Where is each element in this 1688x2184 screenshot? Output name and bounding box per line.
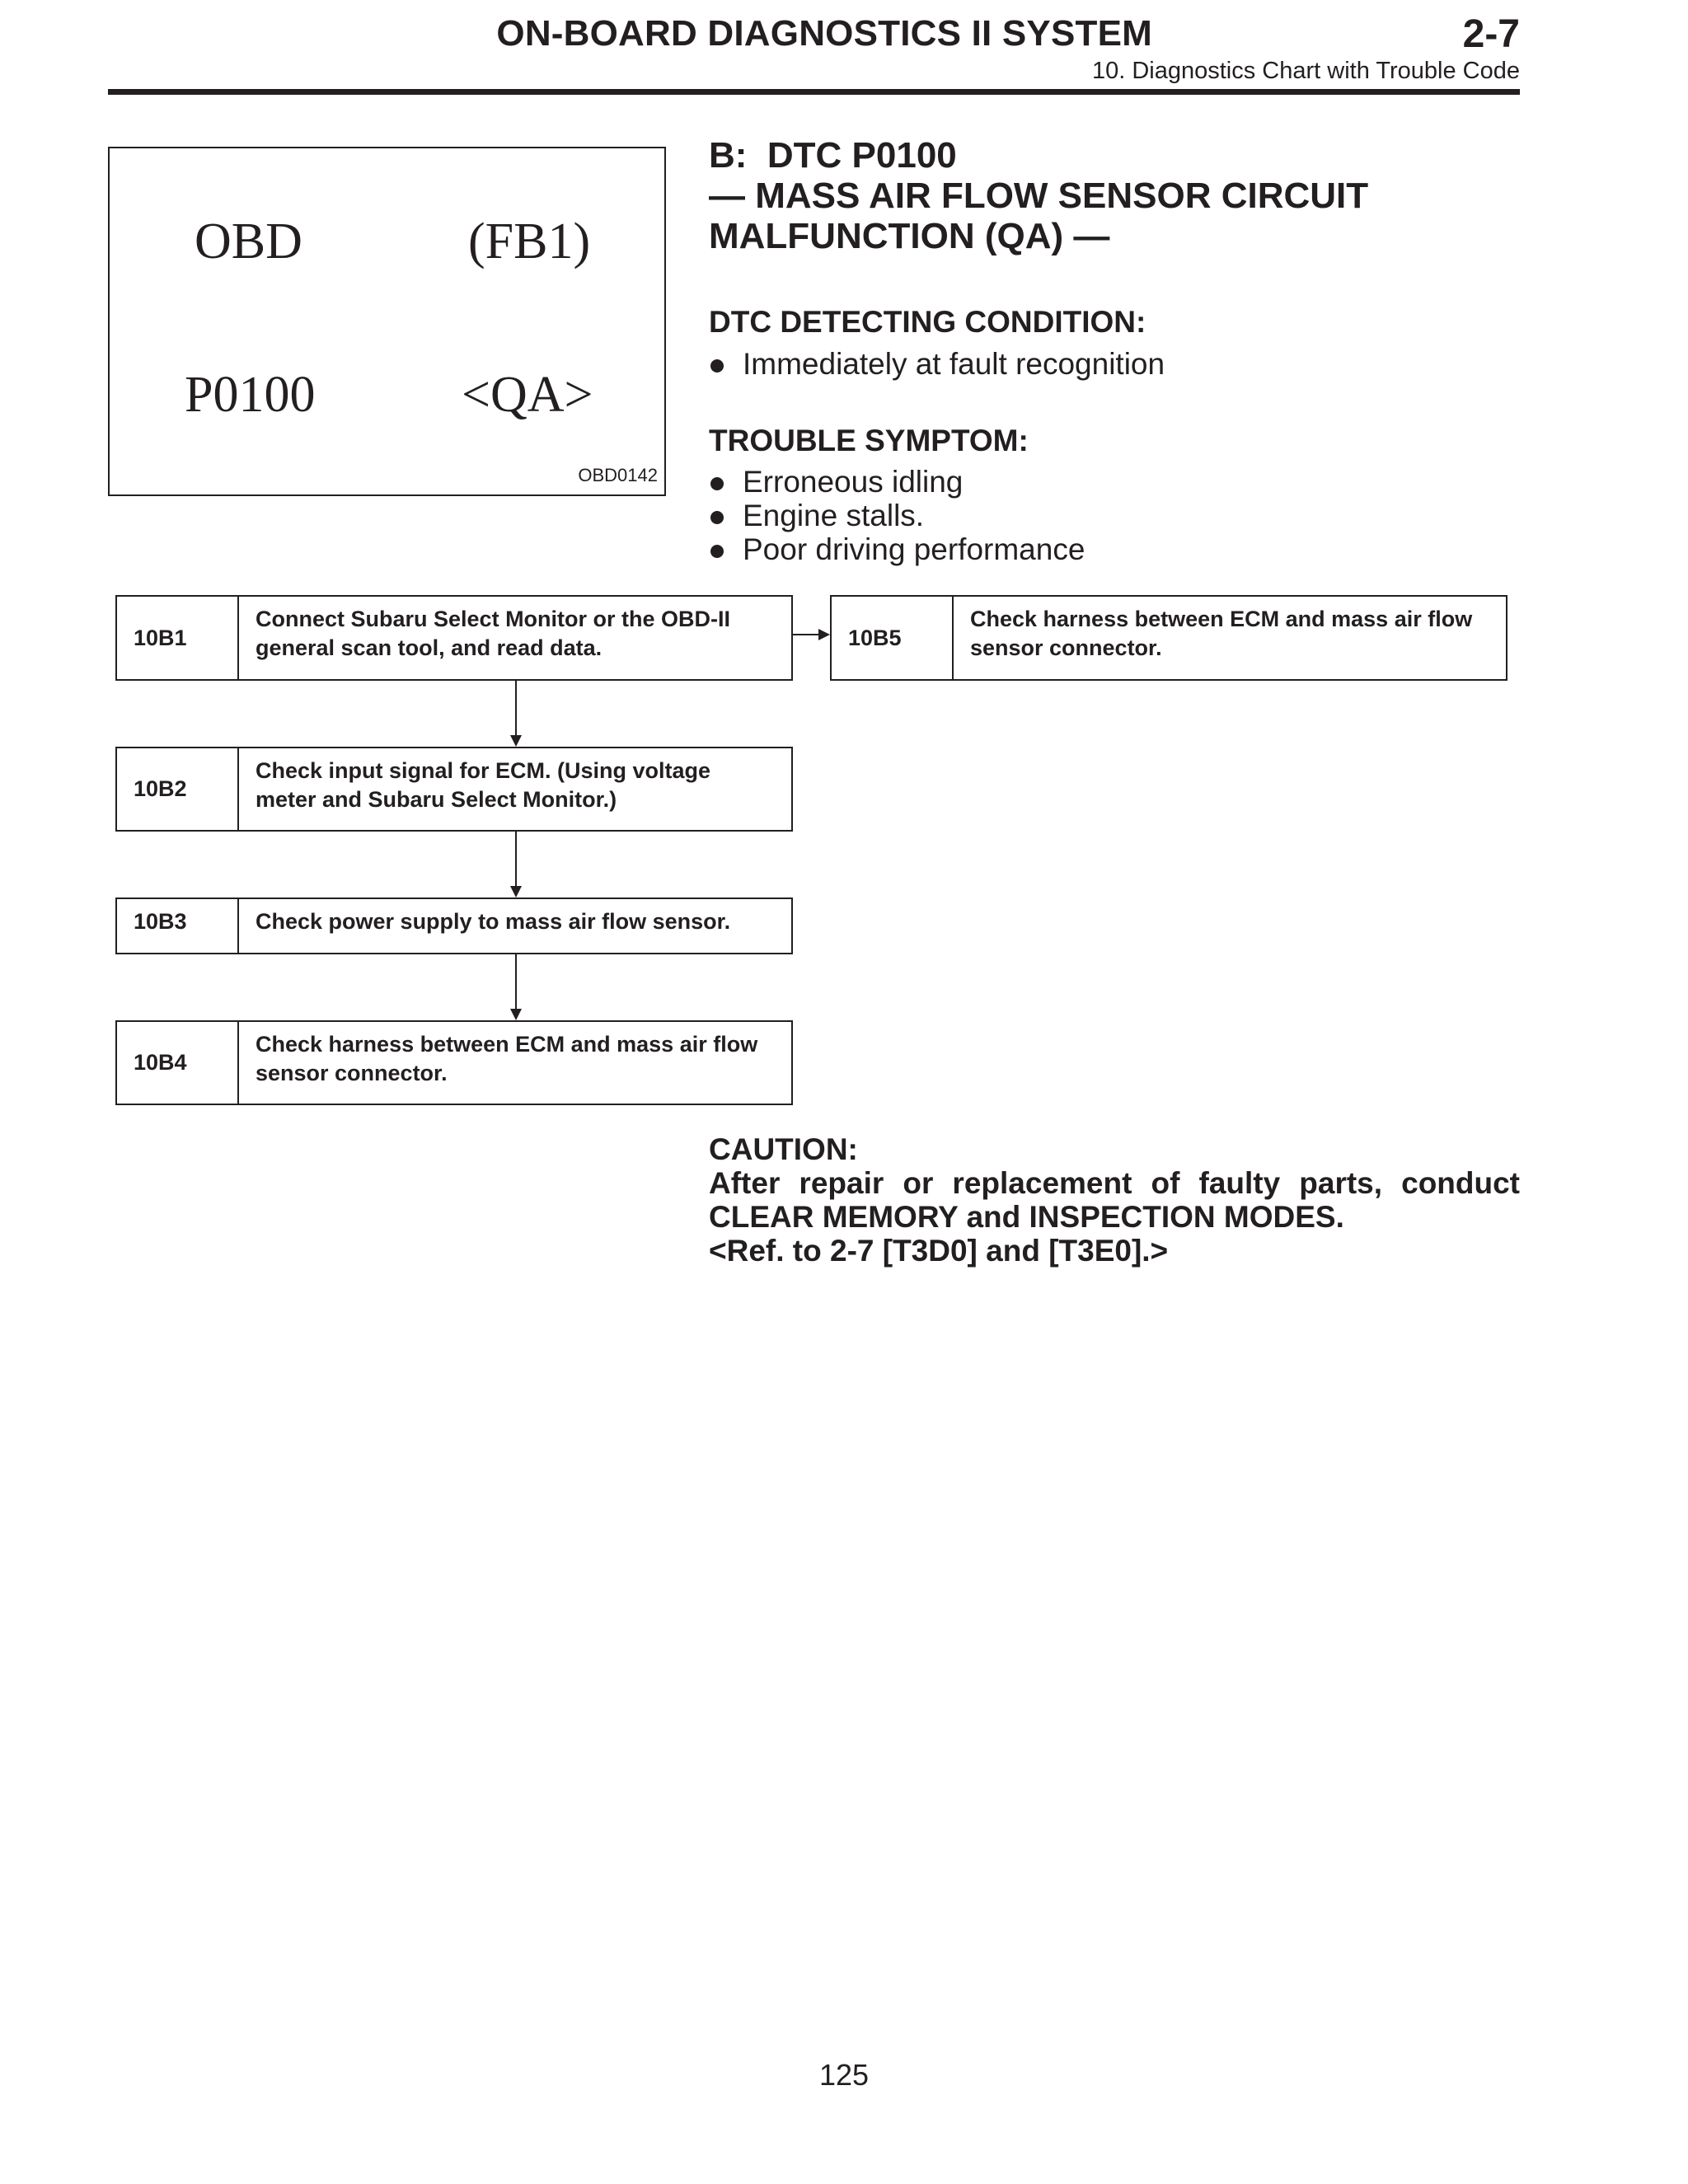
list-item: Erroneous idling (709, 465, 1085, 499)
caution-heading: CAUTION: (709, 1132, 858, 1166)
arrowhead-icon (818, 629, 830, 640)
detecting-condition-heading: DTC DETECTING CONDITION: (709, 305, 1146, 339)
obd-display-bottom-right: <QA> (462, 367, 593, 423)
flowchart-step-10b4 (115, 1020, 793, 1105)
dtc-heading-line3: MALFUNCTION (QA) — (709, 216, 1110, 256)
list-item: Engine stalls. (709, 499, 1085, 532)
obd-display-top-right: (FB1) (468, 213, 591, 269)
page-header-subtitle: 10. Diagnostics Chart with Trouble Code (1091, 58, 1520, 84)
figure-id: OBD0142 (578, 465, 658, 485)
obd-display-bottom-left: P0100 (185, 367, 316, 423)
caution-line2: CLEAR MEMORY and INSPECTION MODES. (709, 1200, 1344, 1234)
trouble-symptom-heading: TROUBLE SYMPTOM: (709, 424, 1029, 457)
arrowhead-icon (510, 1009, 522, 1020)
page-number: 125 (818, 2058, 870, 2092)
dtc-heading-line2: — MASS AIR FLOW SENSOR CIRCUIT (709, 176, 1369, 216)
step-code: 10B4 (117, 1022, 239, 1104)
arrowhead-icon (510, 886, 522, 898)
page-header-title: ON-BOARD DIAGNOSTICS II SYSTEM (496, 13, 1152, 54)
flowchart-step-10b5 (830, 595, 1507, 681)
list-item: Immediately at fault recognition (709, 347, 1165, 381)
section-number: 2-7 (1462, 12, 1520, 56)
caution-line1: After repair or replacement of faulty parts, conduct (709, 1166, 1520, 1200)
caution-line3: <Ref. to 2-7 [T3D0] and [T3E0].> (709, 1234, 1169, 1268)
step-text: Check power supply to mass air flow sensor. (256, 909, 731, 934)
flowchart-step-10b1 (115, 595, 793, 681)
step-code: 10B3 (117, 899, 239, 953)
list-item: Poor driving performance (709, 532, 1085, 566)
step-text: Check harness between ECM and mass air flow sensor connector. (256, 1032, 758, 1085)
dtc-heading-line1: B: DTC P0100 (709, 135, 957, 176)
arrowhead-icon (510, 735, 522, 747)
obd-display-top-left: OBD (195, 213, 302, 269)
flowchart-step-10b2 (115, 747, 793, 832)
step-text: Check input signal for ECM. (Using voltage meter and Subaru Select Monitor.) (256, 758, 711, 812)
step-text: Check harness between ECM and mass air flow sensor connector. (970, 607, 1473, 660)
step-code: 10B1 (117, 597, 239, 679)
flowchart-step-10b3 (115, 898, 793, 954)
step-code: 10B5 (832, 597, 954, 679)
caution-note (709, 1132, 1520, 1268)
step-text: Connect Subaru Select Monitor or the OBD-II general scan tool, and read data. (256, 607, 731, 660)
step-code: 10B2 (117, 748, 239, 830)
